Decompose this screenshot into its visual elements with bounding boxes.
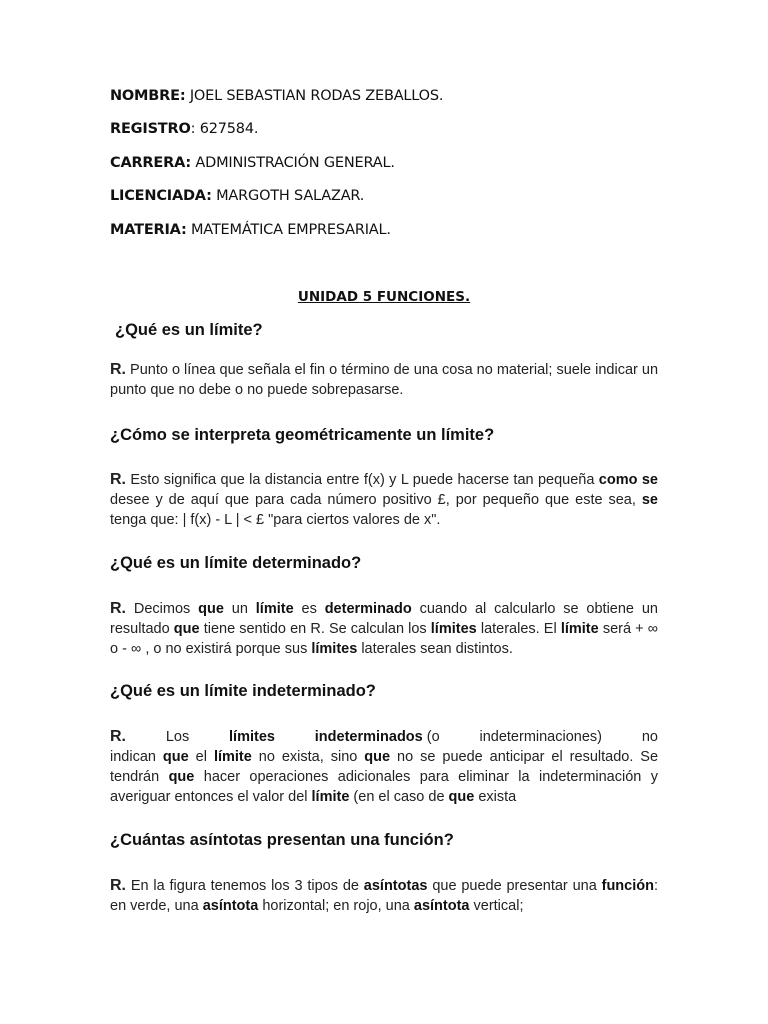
question-determinado: ¿Qué es un límite determinado? <box>110 554 362 572</box>
materia-label: MATERIA: <box>110 222 187 238</box>
answer-marker: R. <box>110 600 126 617</box>
answer-text: indican <box>110 749 156 765</box>
answer-text: laterales sean distintos. <box>361 641 513 657</box>
answer-text: es <box>301 601 317 617</box>
bold-word: que <box>162 749 189 765</box>
bold-word: límite <box>560 621 599 637</box>
answer-interpretacion <box>110 470 658 530</box>
answer-indeterminado <box>110 727 658 807</box>
nombre-value: JOEL SEBASTIAN RODAS ZEBALLOS. <box>189 88 444 104</box>
licenciada-line <box>110 188 364 204</box>
answer-text: (o <box>426 729 440 745</box>
answer-text: que puede presentar una <box>432 878 597 894</box>
question-indeterminado: ¿Qué es un límite indeterminado? <box>110 682 376 700</box>
bold-word: límite <box>311 789 350 805</box>
answer-text: En la figura tenemos los 3 tipos de <box>130 878 359 894</box>
answer-text: no exista, sino <box>258 749 358 765</box>
unit-title: UNIDAD 5 FUNCIONES. <box>297 289 471 305</box>
answer-text: Punto o línea que señala el fin o término de una cosa no material; suele indicar un punto que no debe o no puede sobrepasarse. <box>110 362 659 398</box>
bold-word: que <box>448 789 475 805</box>
answer-marker: R. <box>110 471 126 488</box>
answer-text: tenga que: | f(x) - L | < £ "para ciertos valores de x". <box>110 512 441 528</box>
nombre-label: NOMBRE: <box>110 88 186 104</box>
registro-label: REGISTRO <box>110 121 191 137</box>
question-asintotas: ¿Cuántas asíntotas presentan una función? <box>110 831 454 849</box>
bold-word: límites <box>311 641 358 657</box>
licenciada-value: MARGOTH SALAZAR. <box>216 188 365 204</box>
bold-word: límites <box>430 621 477 637</box>
nombre-line <box>110 88 443 104</box>
carrera-value: ADMINISTRACIÓN GENERAL. <box>195 155 395 171</box>
answer-text: vertical; <box>473 898 524 914</box>
answer-marker: R. <box>110 361 126 378</box>
bold-word: como <box>598 472 638 488</box>
registro-value: : 627584. <box>190 121 259 137</box>
answer-text: cuando al calcularlo se obtiene un resultado <box>110 601 658 637</box>
question-interpretacion: ¿Cómo se interpreta geométricamente un límite? <box>110 426 495 444</box>
answer-text: Decimos <box>133 601 191 617</box>
bold-word: que <box>364 749 391 765</box>
carrera-label: CARRERA: <box>110 155 191 171</box>
bold-word: asíntota <box>413 898 470 914</box>
carrera-line <box>110 155 395 171</box>
answer-text: indeterminaciones) <box>479 729 602 745</box>
bold-word: que <box>168 769 195 785</box>
answer-marker: R. <box>110 728 126 745</box>
answer-text: Los <box>165 729 190 745</box>
licenciada-label: LICENCIADA: <box>110 188 212 204</box>
answer-text: el <box>195 749 207 765</box>
answer-marker: R. <box>110 877 126 894</box>
materia-value: MATEMÁTICA EMPRESARIAL. <box>191 222 391 238</box>
answer-text: (en el caso de <box>353 789 445 805</box>
bold-word: indeterminados <box>314 729 423 745</box>
answer-text: un <box>231 601 248 617</box>
answer-text: hacer operaciones adicionales para eliminar la indeterminación y averiguar entonces el valor del <box>110 769 658 805</box>
bold-word: se <box>641 472 658 488</box>
bold-word: función <box>601 878 654 894</box>
materia-line <box>110 222 391 238</box>
bold-word: límite <box>213 749 252 765</box>
bold-word: límite <box>255 601 294 617</box>
bold-word: asíntotas <box>363 878 428 894</box>
answer-text: Esto significa que la distancia entre f(x) y L puede hacerse tan pequeña <box>130 472 595 488</box>
answer-text: no se puede anticipar el resultado. Se tendrán <box>110 749 659 785</box>
bold-word: que <box>173 621 200 637</box>
question-limite: ¿Qué es un límite? <box>115 321 263 339</box>
answer-text: : en verde, una <box>110 878 659 914</box>
bold-word: determinado <box>324 601 412 617</box>
answer-limite <box>110 360 658 400</box>
answer-text: horizontal; en rojo, una <box>262 898 410 914</box>
answer-line <box>110 727 658 747</box>
answer-text: no <box>641 729 658 745</box>
answer-determinado <box>110 599 658 659</box>
answer-text: exista <box>478 789 517 805</box>
answer-text: desee y de aquí que para cada número positivo £, por pequeño que este sea, <box>110 492 636 508</box>
bold-word: límites <box>229 729 275 745</box>
bold-word: se <box>641 492 658 508</box>
answer-text: tiene sentido en R. Se calculan los <box>203 621 427 637</box>
bold-word: que <box>198 601 224 617</box>
registro-line <box>110 121 258 137</box>
answer-text: laterales. El <box>480 621 557 637</box>
answer-asintotas <box>110 876 658 916</box>
bold-word: asíntota <box>202 898 259 914</box>
answer-text: será + ∞ o - ∞ , o no existirá porque sus <box>110 621 659 657</box>
